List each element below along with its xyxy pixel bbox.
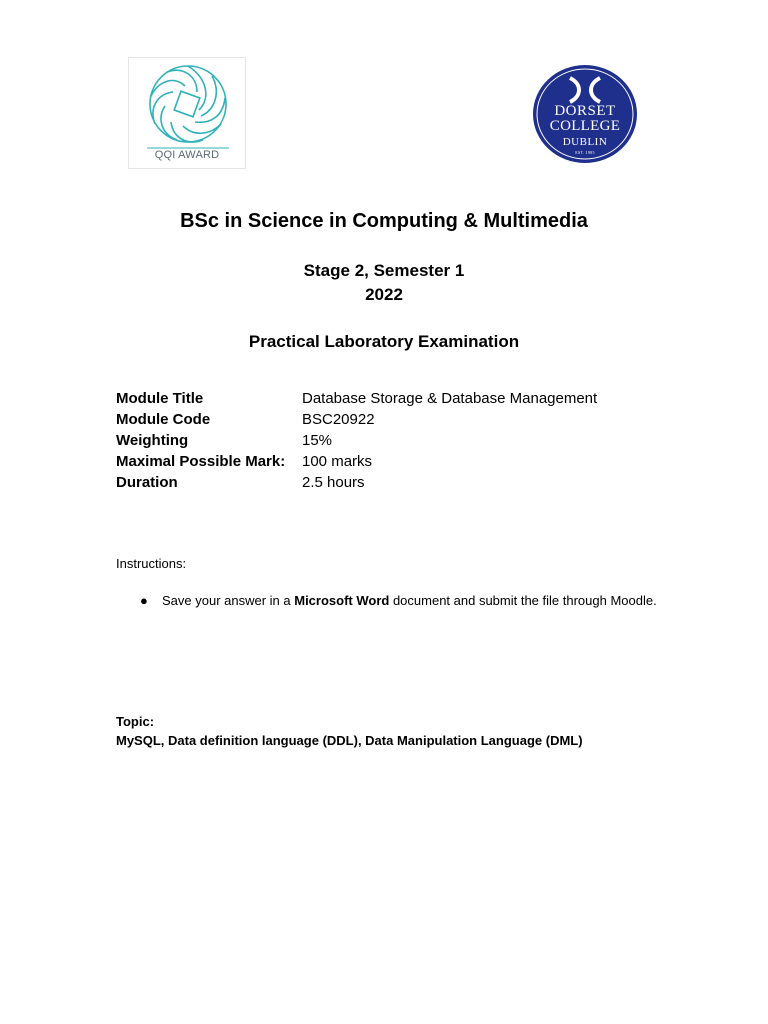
program-title: BSc in Science in Computing & Multimedia (180, 210, 588, 232)
info-value: 2.5 hours (302, 474, 365, 491)
info-value: BSC20922 (302, 411, 375, 428)
bullet-icon: ● (140, 593, 148, 608)
info-value: 100 marks (302, 453, 373, 470)
instruction-text-before: Save your answer in a (162, 593, 295, 608)
dorset-logo-line-4: EST. 1985 (575, 150, 595, 155)
topic-heading: Topic: (116, 714, 155, 729)
exam-type: Practical Laboratory Examination (248, 332, 520, 351)
qqi-award-logo (128, 57, 246, 169)
info-value: Database Storage & Database Management (302, 390, 598, 407)
info-label: Duration (116, 474, 178, 491)
module-info-table (116, 388, 597, 493)
dorset-logo-line-3: DUBLIN (562, 136, 608, 148)
info-row (116, 388, 597, 409)
instruction-item (162, 592, 672, 610)
info-label: Maximal Possible Mark: (116, 453, 286, 470)
info-row (116, 472, 597, 493)
info-row (116, 409, 597, 430)
info-label: Module Title (116, 390, 204, 407)
instructions-heading: Instructions: (116, 556, 187, 571)
dorset-college-logo (532, 64, 638, 164)
instruction-text-bold: Microsoft Word (294, 593, 390, 608)
instructions-list (116, 592, 676, 610)
info-row (116, 430, 597, 451)
info-label: Module Code (116, 411, 211, 428)
instruction-text-after: document and submit the file through Moodle. (389, 593, 657, 608)
qqi-award-text: QQI AWARD (154, 149, 220, 161)
dorset-logo-line-2: COLLEGE (549, 118, 621, 134)
info-value: 15% (302, 432, 333, 449)
info-row (116, 451, 597, 472)
stage-semester: Stage 2, Semester 1 (303, 261, 465, 280)
exam-year: 2022 (365, 285, 403, 304)
topic-text: MySQL, Data definition language (DDL), Data Manipulation Language (DML) (116, 733, 583, 748)
info-label: Weighting (116, 432, 189, 449)
dorset-logo-line-1: DORSET (554, 103, 616, 119)
